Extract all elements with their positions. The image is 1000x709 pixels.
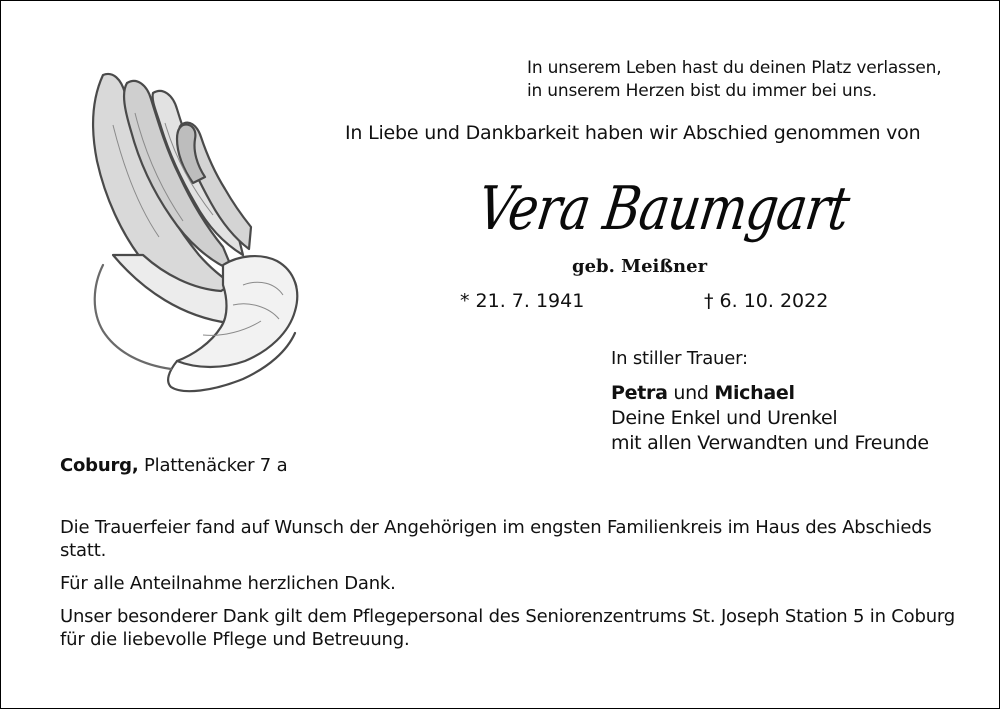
thanks-note: Für alle Anteilnahme herzlichen Dank. (60, 573, 396, 594)
death-date: † 6. 10. 2022 (704, 290, 829, 312)
address-street: Plattenäcker 7 a (144, 455, 288, 476)
funeral-note: Die Trauerfeier fand auf Wunsch der Angehörigen im engsten Familienkreis im Haus des Abschieds statt. (60, 517, 932, 561)
mourner-name-1: Petra (611, 382, 668, 404)
memorial-quote (527, 57, 941, 103)
quote-line-2: in unserem Herzen bist du immer bei uns. (527, 81, 877, 101)
maiden-name: geb. Meißner (572, 256, 708, 277)
mourners-line-2: Deine Enkel und Urenkel (611, 407, 838, 429)
mourners-list (611, 381, 929, 456)
special-thanks-note: Unser besonderer Dank gilt dem Pflegepersonal des Seniorenzentrums St. Joseph Station 5 in Coburg für die liebevolle Pflege und Betreuung. (60, 606, 956, 650)
praying-hands-icon (73, 65, 303, 395)
quote-line-1: In unserem Leben hast du deinen Platz verlassen, (527, 58, 942, 78)
mourners-line-3: mit allen Verwandten und Freunde (611, 432, 929, 454)
intro-text: In Liebe und Dankbarkeit haben wir Abschied genommen von (345, 122, 921, 144)
mourner-name-2: Michael (714, 382, 795, 404)
deceased-name: Vera Baumgart (473, 173, 854, 244)
closing-text (60, 516, 960, 661)
mourning-heading: In stiller Trauer: (611, 348, 748, 369)
address (60, 454, 287, 478)
address-city: Coburg, (60, 455, 139, 476)
birth-date: * 21. 7. 1941 (460, 290, 585, 312)
mourners-line-1 (611, 381, 929, 406)
mourner-conjunction: und (673, 382, 709, 404)
